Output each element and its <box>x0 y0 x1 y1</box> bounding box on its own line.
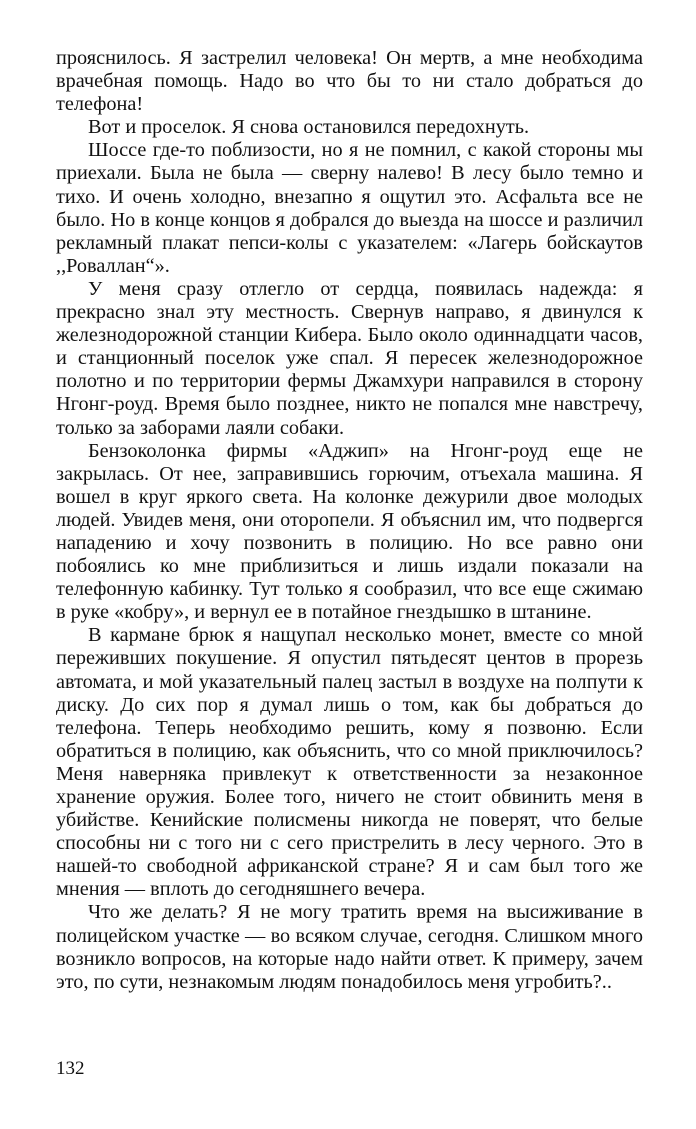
paragraph: Вот и проселок. Я снова остановился передохнуть. <box>88 116 530 139</box>
page-number: 132 <box>56 1058 85 1079</box>
paragraph-continuation: прояснилось. Я застрелил человека! Он мертв, а мне необходима врачебная помощь. Надо во что бы то ни стало добраться до телефона! <box>56 47 643 116</box>
paragraph: Что же делать? Я не могу тратить время на высиживание в полицейском участке — во всяком случае, сегодня. Слишком много возникло вопросов, на которые надо найти ответ. К примеру, зачем это, по сути, незнакомым людям понадобилось меня угробить?.. <box>56 901 643 993</box>
paragraph: Бензоколонка фирмы «Аджип» на Нгонг-роуд еще не закрылась. От нее, заправившись горючим, отъехала машина. Я вошел в круг яркого света. На колонке дежурили двое молодых людей. Увидев меня, они оторопели. Я объяснил им, что подвергся нападению и хочу позвонить в полицию. Но все равно они побоялись ко мне приблизиться и лишь издали показали на телефонную кабинку. Тут только я сообразил, что все еще сжимаю в руке «кобру», и вернул ее в потайное гнездышко в штанине. <box>56 439 643 624</box>
book-page-text <box>56 47 643 994</box>
paragraph: Шоссе где-то поблизости, но я не помнил, с какой стороны мы приехали. Была не была — сверну налево! В лесу было темно и тихо. И очень холодно, внезапно я ощутил это. Асфальта все не было. Но в конце концов я добрался до выезда на шоссе и различил рекламный плакат пепси-колы с указателем: «Лагерь бойскаутов ,,Роваллан“». <box>56 139 643 277</box>
paragraph: В кармане брюк я нащупал несколько монет, вместе со мной переживших покушение. Я опустил пятьдесят центов в прорезь автомата, и мой указательный палец застыл в воздухе на полпути к диску. До сих пор я думал лишь о том, как бы добраться до телефона. Теперь необходимо решить, кому я позвоню. Если обратиться в полицию, как объяснить, что со мной приключилось? Меня наверняка привлекут к ответственности за незаконное хранение оружия. Более того, ничего не стоит обвинить меня в убийстве. Кенийские полисмены никогда не поверят, что белые способны ни с того ни с сего пристрелить в лесу черного. Это в нашей-то свободной африканской стране? Я и сам был того же мнения — вплоть до сегодняшнего вечера. <box>56 624 643 901</box>
paragraph: У меня сразу отлегло от сердца, появилась надежда: я прекрасно знал эту местность. Свернув направо, я двинулся к железнодорожной станции Кибера. Было около одиннадцати часов, и станционный поселок уже спал. Я пересек железнодорожное полотно и по территории фермы Джамхури направился в сторону Нгонг-роуд. Время было позднее, никто не попался мне навстречу, только за заборами лаяли собаки. <box>56 277 643 439</box>
